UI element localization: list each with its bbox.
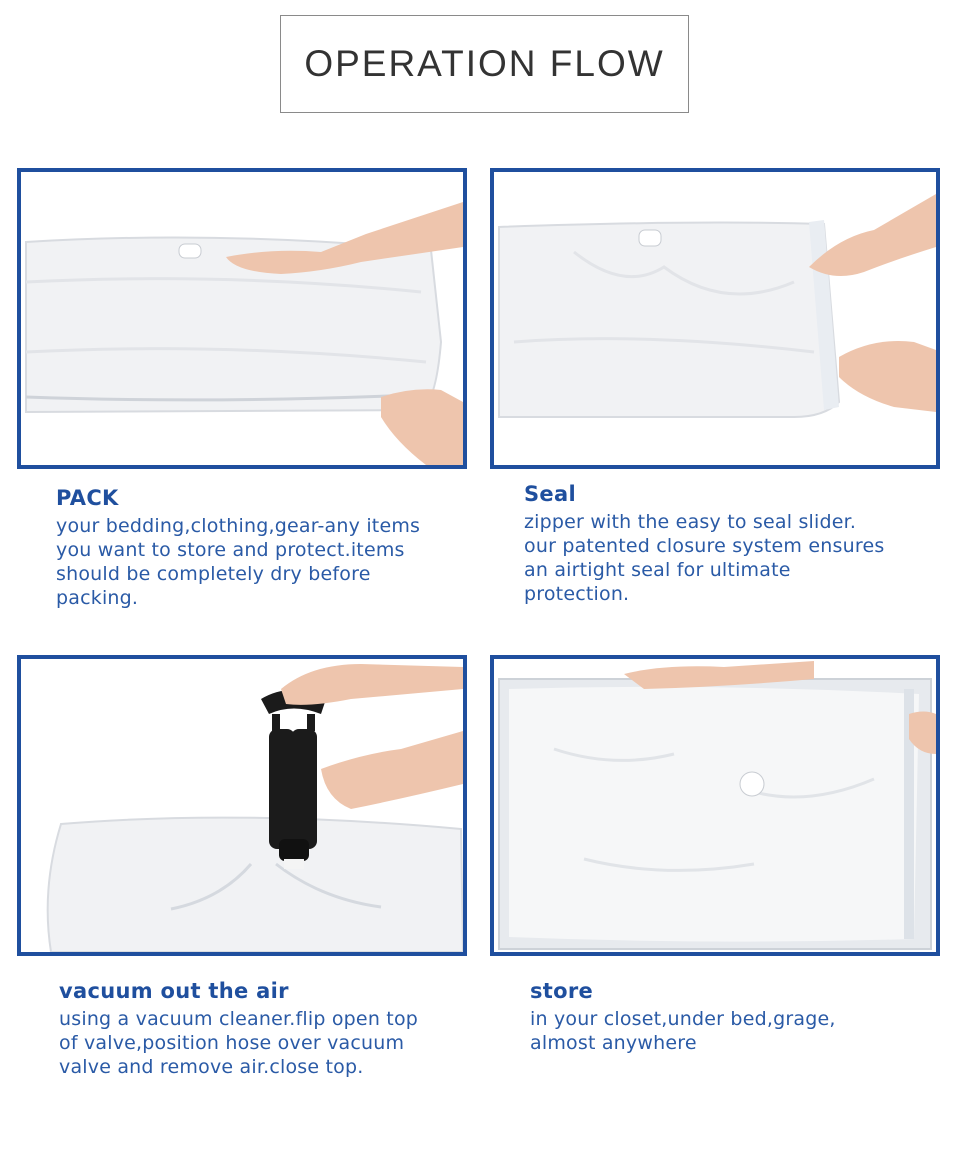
step-caption-vacuum (59, 979, 479, 1079)
description-line: valve and remove air.close top. (59, 1056, 364, 1078)
step-photo-vacuum (17, 655, 467, 956)
description-line: protection. (524, 583, 630, 605)
description-line: of valve,position hose over vacuum (59, 1032, 405, 1054)
step-title-seal: Seal (524, 482, 576, 506)
step-caption-seal (524, 482, 944, 606)
step-photo-store (490, 655, 940, 956)
step-caption-pack (56, 486, 476, 610)
description-line: packing. (56, 587, 139, 609)
pack-illustration (21, 172, 463, 465)
seal-illustration (494, 172, 936, 465)
step-description-vacuum (59, 1007, 479, 1079)
step-description-pack (56, 514, 476, 610)
step-description-seal (524, 510, 944, 606)
step-caption-store (530, 979, 950, 1055)
step-photo-seal (490, 168, 940, 469)
step-description-store (530, 1007, 950, 1055)
description-line: our patented closure system ensures (524, 535, 885, 557)
description-line: zipper with the easy to seal slider. (524, 511, 857, 533)
store-illustration (494, 659, 936, 952)
description-line: in your closet,under bed,grage, (530, 1008, 836, 1030)
section-title-box (280, 15, 689, 113)
description-line: an airtight seal for ultimate (524, 559, 791, 581)
vacuum-illustration (21, 659, 463, 952)
description-line: almost anywhere (530, 1032, 697, 1054)
step-photo-pack (17, 168, 467, 469)
step-title-pack: PACK (56, 486, 119, 510)
description-line: your bedding,clothing,gear-any items (56, 515, 421, 537)
step-title-vacuum: vacuum out the air (59, 979, 289, 1003)
section-title: OPERATION FLOW (304, 43, 665, 84)
description-line: you want to store and protect.items (56, 539, 405, 561)
description-line: using a vacuum cleaner.flip open top (59, 1008, 419, 1030)
description-line: should be completely dry before (56, 563, 371, 585)
step-title-store: store (530, 979, 594, 1003)
